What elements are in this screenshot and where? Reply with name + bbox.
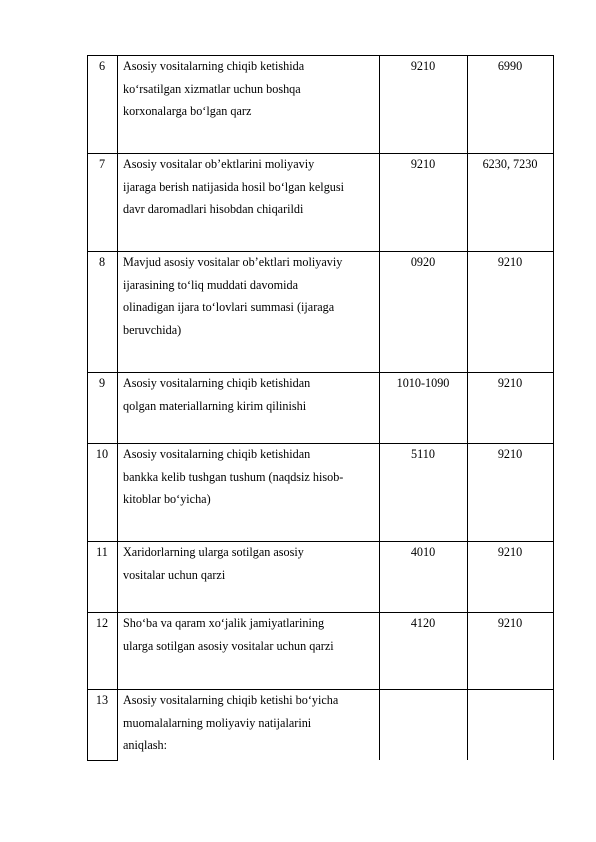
row-number: 13 [95,693,109,707]
row-description-line: Asosiy vositalar ob’ektlarini moliyaviy [123,157,315,171]
credit-account: 6230, 7230 [482,157,538,171]
column-divider [117,55,118,760]
row-description-line: Asosiy vositalarning chiqib ketishidan [123,447,311,461]
row-description-line: olinadigan ijara to‘lovlari summasi (ijaraga [123,300,335,314]
credit-account: 9210 [497,376,523,390]
row-description-line: Asosiy vositalarning chiqib ketishidan [123,376,311,390]
credit-account: 6990 [497,59,523,73]
row-number: 10 [95,447,109,461]
row-description-line: muomalalarning moliyaviy natijalarini [123,715,312,730]
row-description-line: Xaridorlarning ularga sotilgan asosiy [123,545,304,559]
row-description-line: Asosiy vositalarning chiqib ketishida [123,59,305,73]
row-description-line: ko‘rsatilgan xizmatlar uchun boshqa [123,81,301,96]
credit-account: 9210 [497,545,523,559]
row-description-line: beruvchida) [123,322,182,337]
row-number: 8 [98,255,106,269]
row-description-line: Sho‘ba va qaram xo‘jalik jamiyatlarining [123,616,325,630]
row-description-line: bankka kelib tushgan tushum (naqdsiz hisob- [123,469,344,484]
row-number: 9 [98,376,106,390]
debit-account: 9210 [410,157,436,171]
row-number: 6 [98,59,106,73]
row-description-line: ijaraga berish natijasida hosil bo‘lgan kelgusi [123,179,345,194]
debit-account: 1010-1090 [396,376,450,390]
row-description-line: aniqlash: [123,738,168,752]
column-divider [553,55,554,760]
row-divider [87,760,118,761]
credit-account: 9210 [497,255,523,269]
credit-account: 9210 [497,447,523,461]
debit-account: 4010 [410,545,436,559]
credit-account: 9210 [497,616,523,630]
row-description-line: ijarasining to‘liq muddati davomida [123,277,298,292]
row-description-line: korxonalarga bo‘lgan qarz [123,104,252,118]
row-number: 12 [95,616,109,630]
debit-account: 5110 [411,447,435,461]
row-description-line: vositalar uchun qarzi [123,567,226,582]
row-number: 7 [98,157,106,171]
row-description-line: ularga sotilgan asosiy vositalar uchun qarzi [123,638,334,653]
debit-account: 0920 [410,255,436,269]
row-description-line: davr daromadlari hisobdan chiqarildi [123,202,304,216]
row-number: 11 [96,545,108,559]
row-description-line: qolgan materiallarning kirim qilinishi [123,398,307,413]
row-description-line: kitoblar bo‘yicha) [123,492,211,506]
row-description-line: Mavjud asosiy vositalar ob’ektlari moliyaviy [123,255,343,269]
debit-account: 4120 [410,616,436,630]
row-description-line: Asosiy vositalarning chiqib ketishi bo‘yicha [123,693,339,707]
debit-account: 9210 [410,59,436,73]
